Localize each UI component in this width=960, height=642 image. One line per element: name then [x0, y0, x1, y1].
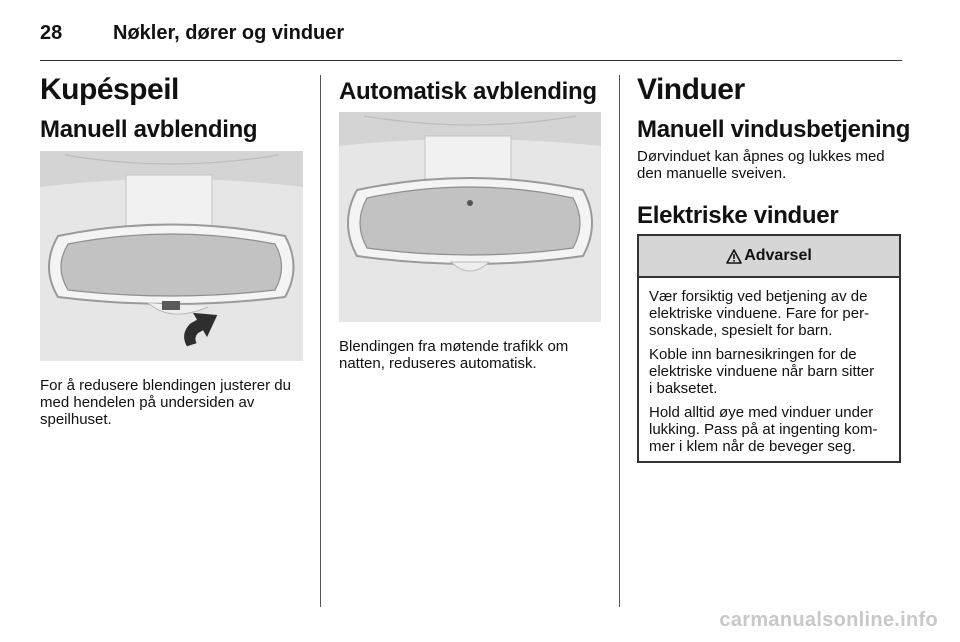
subheading-manual-dimming: Manuell avblending — [40, 116, 258, 143]
mirror-manual-dimming-lever-icon — [40, 151, 303, 361]
text-line: Blendingen fra møtende trafikk om — [339, 338, 569, 355]
warning-line: lukking. Pass på at ingenting kom- — [649, 421, 878, 438]
header-divider — [40, 60, 902, 61]
warning-line: Vær forsiktig ved betjening av de — [649, 288, 868, 305]
text-line: med hendelen på undersiden av — [40, 394, 255, 411]
subheading-electric-windows: Elektriske vinduer — [637, 202, 839, 229]
manual-windows-text — [637, 148, 907, 182]
text-line: speilhuset. — [40, 411, 112, 428]
warning-header — [639, 236, 899, 278]
page-number: 28 — [40, 22, 63, 44]
subheading-manual-windows: Manuell vindusbetjening — [637, 116, 911, 143]
warning-body — [639, 278, 899, 455]
warning-line: i baksetet. — [649, 380, 718, 397]
mirror-automatic-figure — [339, 112, 601, 322]
warning-line: Hold alltid øye med vinduer under — [649, 404, 874, 421]
warning-paragraph — [649, 346, 889, 397]
text-line: den manuelle sveiven. — [637, 165, 787, 182]
subheading-automatic-dimming: Automatisk avblending — [339, 78, 597, 105]
warning-line: elektriske vinduene når barn sitter — [649, 363, 875, 380]
warning-paragraph — [649, 288, 889, 339]
mirror-manual-figure — [40, 151, 303, 361]
warning-line: Koble inn barnesikringen for de — [649, 346, 857, 363]
section-heading-kupespeil: Kupéspeil — [40, 73, 179, 106]
section-heading-vinduer: Vinduer — [637, 73, 745, 106]
automatic-dimming-text — [339, 338, 609, 372]
warning-paragraph — [649, 404, 889, 455]
warning-title: Advarsel — [744, 247, 812, 264]
text-line: Dørvinduet kan åpnes og lukkes med — [637, 148, 885, 165]
text-line: For å redusere blendingen justerer du — [40, 377, 291, 394]
warning-box — [637, 234, 901, 463]
column-divider-1 — [320, 75, 321, 607]
warning-line: sonskade, spesielt for barn. — [649, 322, 833, 339]
watermark: carmanualsonline.info — [719, 609, 938, 631]
text-line: natten, reduseres automatisk. — [339, 355, 537, 372]
warning-line: elektriske vinduene. Fare for per- — [649, 305, 870, 322]
warning-triangle-icon — [726, 249, 742, 264]
manual-dimming-text — [40, 377, 310, 428]
warning-line: mer i klem når de beveger seg. — [649, 438, 856, 455]
column-divider-2 — [619, 75, 620, 607]
chapter-title: Nøkler, dører og vinduer — [113, 22, 345, 44]
mirror-automatic-dimming-sensor-icon — [339, 112, 601, 322]
